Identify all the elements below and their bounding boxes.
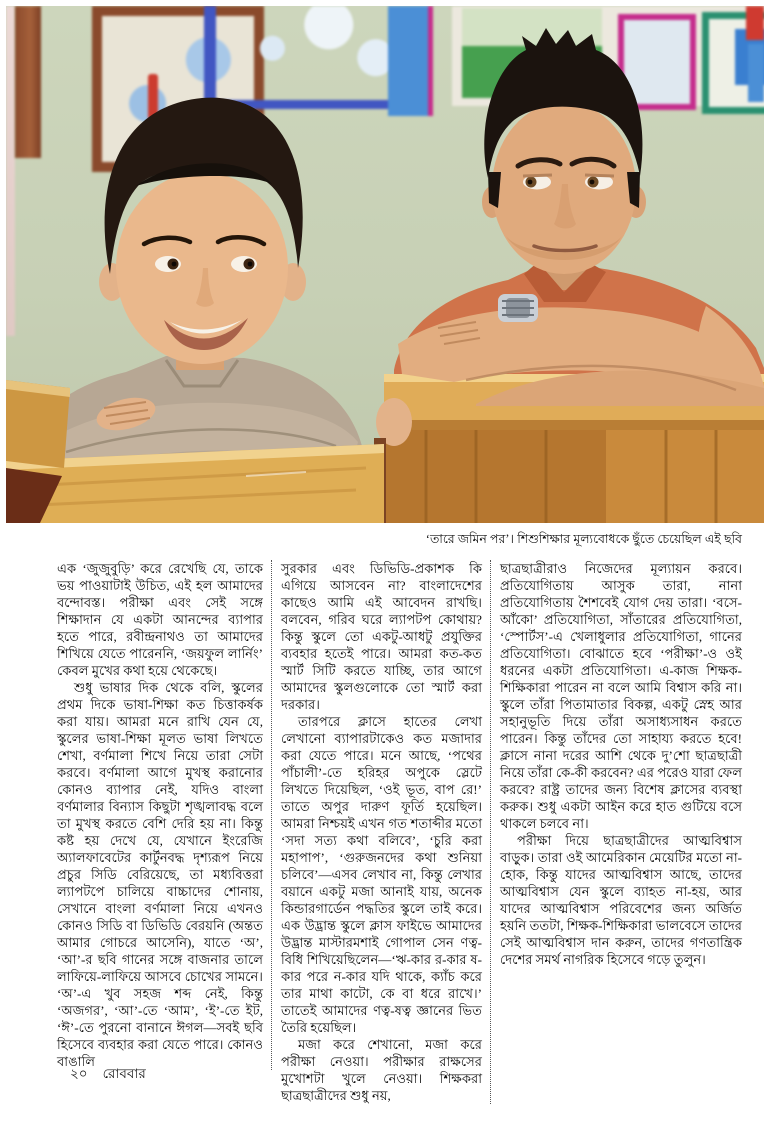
student-figure <box>14 98 412 478</box>
article-photo <box>6 6 764 523</box>
page-number: ২০ <box>70 1066 88 1081</box>
column-3 <box>500 560 742 968</box>
column-2 <box>281 560 491 1104</box>
teacher-desk-front <box>384 430 764 523</box>
paragraph: তারপরে ক্লাসে হাতের লেখা লেখানো ব্যাপারটাকেও কত মজাদার করা যেতে পারে। মনে আছে, ‘পথের পাঁচালী’-তে হরিহর অপুকে স্লেটে লিখতে দিয়েছিল, ‘ওই ভূত, বাপ রে!’ তাতে অপুর দারুণ ফূর্তি হয়েছিল। আমরা নিশ্চয়ই এখন গত শতাব্দীর মতো ‘সদা সত্য কথা বলিবে’, ‘চুরি করা মহাপাপ’, ‘গুরুজনদের কথা শুনিয়া চলিবে’—এসব লেখাব না, কিন্তু লেখার বয়ানে একটু মজা আনাই যায়, অনেক কিন্ডারগার্ডেন পদ্ধতির স্কুলে তাই করে। এক উদ্ভ্রান্ত স্কুলে ক্লাস ফাইভে আমাদের উদ্ভ্রান্ত মাস্টারমশাই গোপাল সেন ণত্ব-বিধি শিখিয়েছিলেন—‘ঋ-কার র-কার ষ-কার পরে ন-কার যদি থাকে, ক্যাঁচ করে তার মাথা কাটো, কে বা ধরে রাখে।’ তাতেই আমাদের ণত্ব-ষত্ব জ্ঞানের ভিত তৈরি হয়েছিল। <box>281 714 482 1035</box>
left-bench <box>6 380 70 468</box>
paragraph: মজা করে শেখানো, মজা করে পরীক্ষা নেওয়া। পরীক্ষার রাক্ষসের মুখোশটা খুলে নেওয়া। শিক্ষকরা ছাত্রছাত্রীদের শুধু নয়, <box>281 1037 482 1103</box>
publication-name: রোববার <box>102 1066 146 1081</box>
article-columns <box>57 560 749 1104</box>
figures-illustration <box>6 6 764 523</box>
paragraph: ছাত্রছাত্রীরাও নিজেদের মূল্যায়ন করবে। প্রতিযোগিতায় আসুক তারা, নানা প্রতিযোগিতায় শৈশবেই যোগ দেয় তারা। ‘বসে-আঁকো’ প্রতিযোগিতা, সাঁতারের প্রতিযোগিতা, ‘স্পোর্টস’-এ খেলাধুলার প্রতিযোগিতা, গানের প্রতিযোগিতা। বোঝাতে হবে ‘পরীক্ষা’-ও ওই ধরনের একটা প্রতিযোগিতা। এ-কাজ শিক্ষক-শিক্ষিকারা পারেন না বলে আমি বিশ্বাস করি না। স্কুলে তাঁরা পিতামাতার বিকল্প, একটু স্নেহ আর সহানুভূতি দিয়ে তাঁরা অসাধ্যসাধন করতে পারেন। কিন্তু তাঁদের তো সাহায্য করতে হবে! ক্লাসে নানা দরের আশি থেকে দু’শো ছাত্রছাত্রী নিয়ে তাঁরা কে-কী করবেন? এর পরেও যারা ফেল করবে? রাষ্ট্র তাদের জন্য বিশেষ ক্লাসের ব্যবস্থা করুক। শুধু একটা আইন করে হাত গুটিয়ে বসে থাকলে চলবে না। <box>500 561 742 831</box>
paragraph: সুরকার এবং ডিভিডি-প্রকাশক কি এগিয়ে আসবেন না? বাংলাদেশের কাছেও আমি এই আবেদন রাখছি। বলবেন, গরিব ঘরে ল্যাপটপ কোথায়? কিন্তু স্কুলে তো একটু-আধটু প্রযুক্তির ব্যবহার হতেই পারে। আমরা কত-কত স্মার্ট সিটি করতে যাচ্ছি, তার আগে আমাদের স্কুলগুলোকে তো স্মার্ট করা দরকার। <box>281 561 482 712</box>
photo-caption: ‘তারে জমিন পর’। শিশুশিক্ষার মূল্যবোধকে ছুঁতে চেয়েছিল এই ছবি <box>425 532 742 546</box>
paragraph: পরীক্ষা দিয়ে ছাত্রছাত্রীদের আত্মবিশ্বাস বাড়ুক। তারা ওই আমেরিকান মেয়েটির মতো না-হোক, কিন্তু যাদের আত্মবিশ্বাস আছে, তাদের আত্মবিশ্বাস যেন স্কুলে ব্যাহত না-হয়, আর যাদের আত্মবিশ্বাস পরিবেশের জন্য অর্জিত হয়নি ততটা, শিক্ষক-শিক্ষিকারা ভালবেসে তাদের সেই আত্মবিশ্বাস দান করুন, তাদের গণতান্ত্রিক দেশের সমর্থ নাগরিক হিসেবে গড়ে তুলুন। <box>500 833 742 967</box>
paragraph: এক ‘জুজুবুড়ি’ করে রেখেছি যে, তাকে ভয় পাওয়াটাই উচিত, এই হল আমাদের বন্দোবস্ত। পরীক্ষা এবং সেই সঙ্গে শিক্ষাদান যে একটা আনন্দের ব্যাপার হতে পারে, রবীন্দ্রনাথও তা আমাদের শিখিয়ে যেতে পারেননি, ‘জয়ফুল লার্নিং’ কেবল মুখের কথা হয়ে থেকেছে। <box>57 561 263 678</box>
wristwatch <box>498 294 538 322</box>
page-footer <box>70 1063 146 1086</box>
paragraph: শুধু ভাষার দিক থেকে বলি, স্কুলের প্রথম দিকে ভাষা-শিক্ষা কত চিত্তাকর্ষক করা যায়। আমরা মনে রাখি যেন যে, স্কুলের ভাষা-শিক্ষা মূলত ভাষা লিখতে শেখা, বর্ণমালা শিখে নিয়ে তারা সেটা করবে। বর্ণমালা আগে মুখস্থ করানোর কোনও ব্যাপার নেই, যদিও বাংলা বর্ণমালার বিন্যাস কিছুটা শৃঙ্খলাবদ্ধ বলে তা মুখস্থ করতে বেশি দেরি হয় না। কিন্তু কষ্ট হয় দেখে যে, যেখানে ইংরেজি অ্যালফাবেটের কার্টুনবদ্ধ দৃশ্যরূপ নিয়ে প্রচুর সিডি বেরিয়েছে, তা মধ্যবিত্তরা ল্যাপটপে চালিয়ে বাচ্চাদের শোনায়, সেখানে বাংলা বর্ণমালা নিয়ে এখনও কোনও সিডি বা ডিভিডি বেরয়নি (অন্তত আমার গোচরে আসেনি), যাতে ‘অ’, ‘আ’-র ছবি গানের সঙ্গে বাজনার তালে লাফিয়ে-লাফিয়ে আসবে চোখের সামনে। ‘অ’-এ খুব সহজ শব্দ নেই, কিন্তু ‘অজগর’, ‘আ’-তে ‘আম’, ‘ই’-তে ইট, ‘ঈ’-তে পুরনো বানানে ঈগল—সবই ছবি হিসেবে ব্যবহার করা যেতে পারে। কোনও বাঙালি <box>57 680 263 1069</box>
column-1 <box>57 560 272 1070</box>
